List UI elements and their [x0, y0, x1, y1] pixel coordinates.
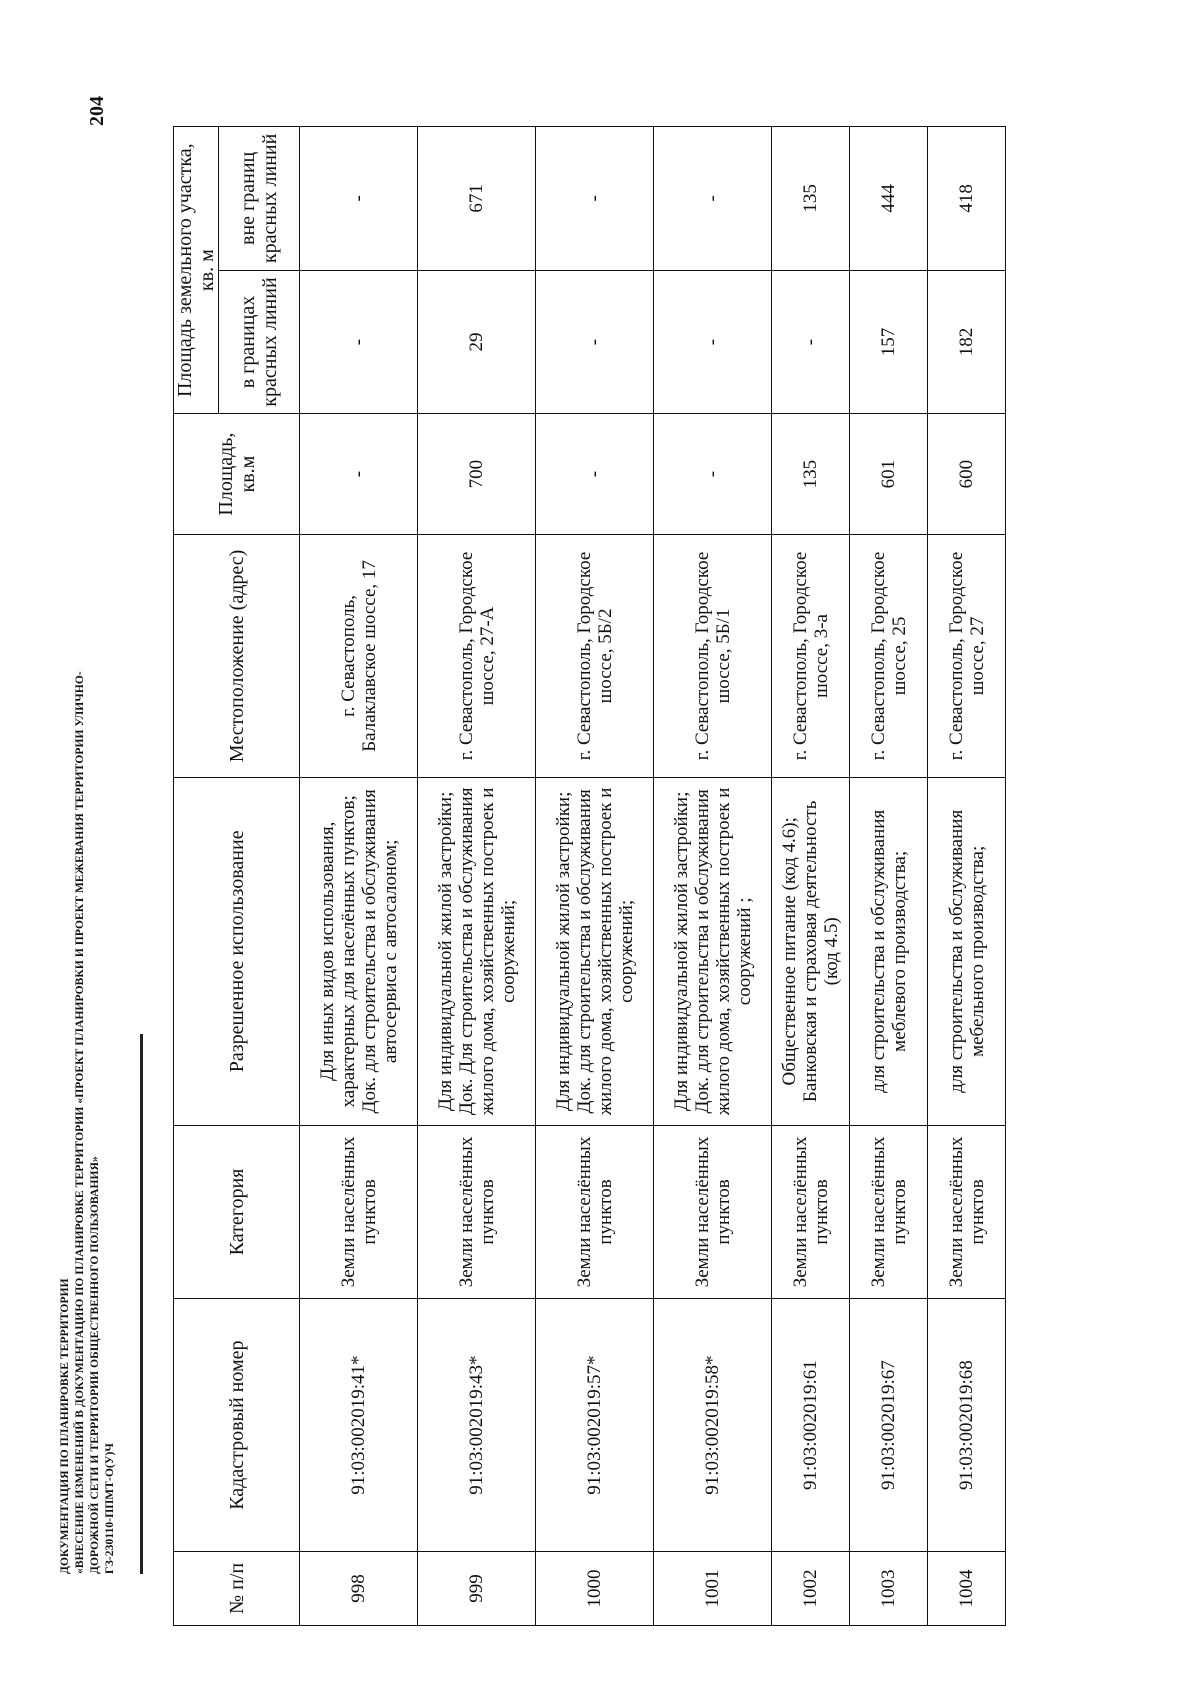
cell-outside: - — [654, 127, 772, 271]
table-row — [654, 127, 772, 1626]
header-line-2: «ВНЕСЕНИЕ ИЗМЕНЕНИЙ В ДОКУМЕНТАЦИЮ ПО ПЛАНИРОВКЕ ТЕРРИТОРИИ «ПРОЕКТ ПЛАНИРОВКИ И ПРОЕКТ МЕЖЕВАНИЯ ТЕРРИТОРИИ УЛИЧНО- — [74, 671, 86, 1574]
cell-location: г. Севастополь, Городское шоссе, 25 — [850, 534, 928, 777]
table-row — [418, 127, 536, 1626]
cell-outside: - — [536, 127, 654, 271]
cell-num: 1004 — [928, 1551, 1006, 1625]
cell-area: 601 — [850, 414, 928, 534]
table-row — [772, 127, 850, 1626]
cell-category: Земли населённых пунктов — [654, 1125, 772, 1299]
document-header — [58, 314, 118, 1574]
cell-category: Земли населённых пунктов — [772, 1125, 850, 1299]
cell-category: Земли населённых пунктов — [300, 1125, 418, 1299]
cell-inside: - — [536, 270, 654, 414]
cell-area: - — [654, 414, 772, 534]
header-line-3: ДОРОЖНОЙ СЕТИ И ТЕРРИТОРИИ ОБЩЕСТВЕННОГО ПОЛЬЗОВАНИЯ» — [89, 1156, 101, 1574]
cell-location: г. Севастополь, Городское шоссе, 5Б/2 — [536, 534, 654, 777]
cell-outside: 418 — [928, 127, 1006, 271]
cell-location: г. Севастополь, Городское шоссе, 3-а — [772, 534, 850, 777]
cell-cadastral: 91:03:002019:67 — [850, 1299, 928, 1552]
cell-location: г. Севастополь, Городское шоссе, 27-А — [418, 534, 536, 777]
cell-permitted-use: Для индивидуальной жилой застройки; Док. для строительства и обслуживания жилого дома, хозяйственных построек и сооружений; — [536, 778, 654, 1126]
cell-permitted-use: для строительства и обслуживания мебельного производства; — [928, 778, 1006, 1126]
land-plots-table — [173, 126, 1006, 1626]
cell-num: 1001 — [654, 1551, 772, 1625]
header-permitted-use: Разрешенное использование — [174, 778, 300, 1126]
header-line-4: ГЗ-230110-ППМТ-О(У)Ч — [104, 1443, 116, 1574]
header-area: Площадь, кв.м — [174, 414, 300, 534]
cell-category: Земли населённых пунктов — [928, 1125, 1006, 1299]
header-category: Категория — [174, 1125, 300, 1299]
cell-outside: - — [300, 127, 418, 271]
cell-area: 700 — [418, 414, 536, 534]
header-num: № п/п — [174, 1551, 300, 1625]
cell-num: 1003 — [850, 1551, 928, 1625]
table-row — [928, 127, 1006, 1626]
cell-num: 998 — [300, 1551, 418, 1625]
cell-inside: 182 — [928, 270, 1006, 414]
header-cadastral: Кадастровый номер — [174, 1299, 300, 1552]
cell-permitted-use: Общественное питание (код 4.6); Банковская и страховая деятельность (код 4.5) — [772, 778, 850, 1126]
cell-cadastral: 91:03:002019:41* — [300, 1299, 418, 1552]
cell-num: 1000 — [536, 1551, 654, 1625]
cell-cadastral: 91:03:002019:57* — [536, 1299, 654, 1552]
cell-cadastral: 91:03:002019:58* — [654, 1299, 772, 1552]
cell-permitted-use: Для иных видов использования, характерных для населённых пунктов; Док. для строительства и обслуживания автосервиса с автосалоном; — [300, 778, 418, 1126]
header-divider — [140, 1034, 143, 1574]
cell-category: Земли населённых пунктов — [418, 1125, 536, 1299]
cell-inside: - — [772, 270, 850, 414]
cell-inside: 157 — [850, 270, 928, 414]
cell-area: 135 — [772, 414, 850, 534]
cell-location: г. Севастополь, Городское шоссе, 27 — [928, 534, 1006, 777]
cell-cadastral: 91:03:002019:61 — [772, 1299, 850, 1552]
cell-permitted-use: для строительства и обслуживания меблевого производства; — [850, 778, 928, 1126]
table-header-row — [174, 127, 219, 1626]
cell-area: - — [536, 414, 654, 534]
page-number: 204 — [86, 96, 108, 126]
cell-outside: 135 — [772, 127, 850, 271]
cell-category: Земли населённых пунктов — [536, 1125, 654, 1299]
cell-permitted-use: Для индивидуальной жилой застройки; Док. для строительства и обслуживания жилого дома, хозяйственных построек и сооружений ; — [654, 778, 772, 1126]
cell-area: - — [300, 414, 418, 534]
cell-num: 1002 — [772, 1551, 850, 1625]
cell-cadastral: 91:03:002019:43* — [418, 1299, 536, 1552]
table-row — [850, 127, 928, 1626]
table-row — [536, 127, 654, 1626]
cell-location: г. Севастополь, Балаклавское шоссе, 17 — [300, 534, 418, 777]
cell-outside: 671 — [418, 127, 536, 271]
header-inside-red-lines: в границах красных линий — [219, 270, 300, 414]
cell-inside: 29 — [418, 270, 536, 414]
cell-outside: 444 — [850, 127, 928, 271]
cell-inside: - — [654, 270, 772, 414]
header-outside-red-lines: вне границ красных линий — [219, 127, 300, 271]
cell-area: 600 — [928, 414, 1006, 534]
header-plot-area-group: Площадь земельного участка, кв. м — [174, 127, 219, 414]
table-row — [300, 127, 418, 1626]
cell-location: г. Севастополь, Городское шоссе, 5Б/1 — [654, 534, 772, 777]
header-line-1: ДОКУМЕНТАЦИЯ ПО ПЛАНИРОВКЕ ТЕРРИТОРИИ — [59, 1278, 71, 1574]
cell-category: Земли населённых пунктов — [850, 1125, 928, 1299]
cell-cadastral: 91:03:002019:68 — [928, 1299, 1006, 1552]
header-location: Местоположение (адрес) — [174, 534, 300, 777]
cell-num: 999 — [418, 1551, 536, 1625]
cell-permitted-use: Для индивидуальной жилой застройки; Док. Для строительства и обслуживания жилого дома, хозяйственных построек и сооружений; — [418, 778, 536, 1126]
cell-inside: - — [300, 270, 418, 414]
